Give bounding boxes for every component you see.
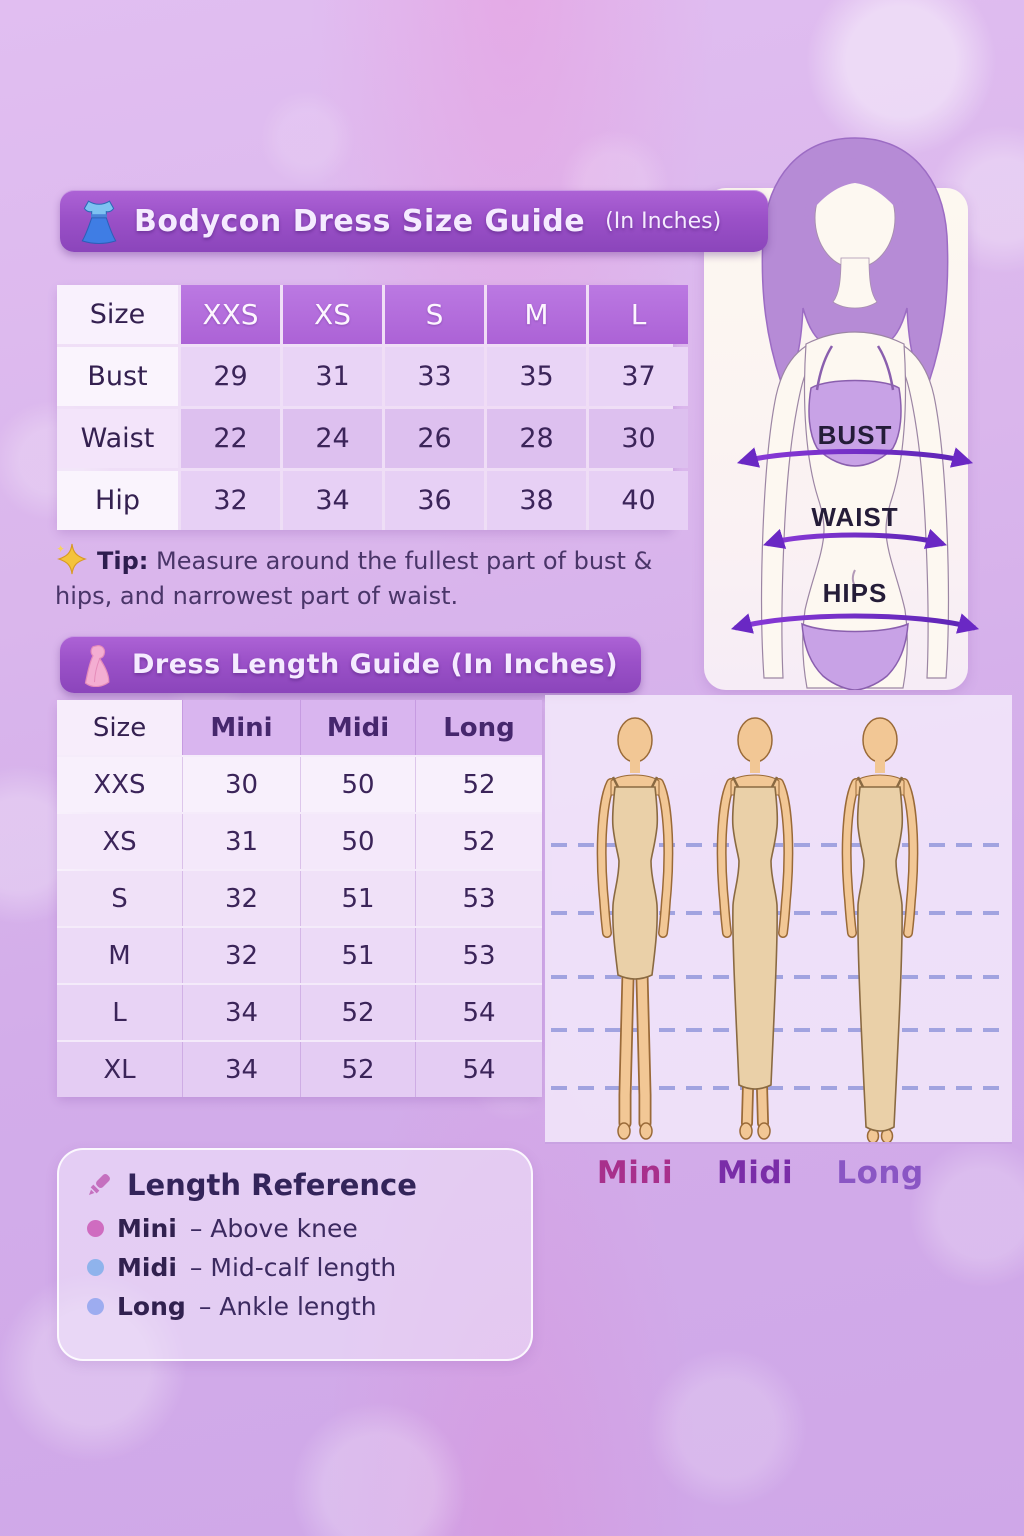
- value-cell: 26: [385, 409, 484, 468]
- value-cell: 22: [181, 409, 280, 468]
- right-arm-shape: [902, 346, 948, 678]
- column-header-cell: Long: [415, 700, 542, 755]
- column-header-cell: XS: [283, 285, 382, 344]
- value-cell: 51: [300, 928, 415, 983]
- value-cell: 34: [283, 471, 382, 530]
- value-cell: 30: [182, 757, 300, 812]
- value-cell: 52: [415, 814, 542, 869]
- row-label-cell: Waist: [57, 409, 178, 468]
- value-cell: 50: [300, 757, 415, 812]
- value-cell: 38: [487, 471, 586, 530]
- size-guide-title: Bodycon Dress Size Guide: [134, 203, 586, 239]
- value-cell: 52: [300, 1042, 415, 1097]
- value-cell: 32: [182, 871, 300, 926]
- length-reference-item: [87, 1292, 507, 1321]
- value-cell: 34: [182, 1042, 300, 1097]
- row-label-cell: XXS: [57, 757, 182, 812]
- value-cell: 31: [283, 347, 382, 406]
- marker-icon: [83, 1169, 115, 1201]
- row-label-cell: M: [57, 928, 182, 983]
- column-header-cell: M: [487, 285, 586, 344]
- value-cell: 34: [182, 985, 300, 1040]
- value-cell: 37: [589, 347, 688, 406]
- length-description: – Ankle length: [198, 1292, 377, 1321]
- value-cell: 52: [300, 985, 415, 1040]
- size-chart-table: [57, 285, 673, 530]
- length-reference-title: Length Reference: [127, 1168, 417, 1202]
- value-cell: 36: [385, 471, 484, 530]
- tip-label: Tip:: [97, 547, 149, 575]
- row-label-cell: Hip: [57, 471, 178, 530]
- value-cell: 31: [182, 814, 300, 869]
- column-header-cell: S: [385, 285, 484, 344]
- row-label-cell: S: [57, 871, 182, 926]
- length-term: Mini: [117, 1214, 177, 1243]
- length-term: Midi: [117, 1253, 177, 1282]
- row-label-cell: L: [57, 985, 182, 1040]
- length-reference-list: [83, 1214, 507, 1321]
- length-guide-title: Dress Length Guide (In Inches): [132, 649, 619, 680]
- value-cell: 52: [415, 757, 542, 812]
- value-cell: 29: [181, 347, 280, 406]
- pink-dress-icon: [78, 643, 118, 687]
- row-label-cell: XS: [57, 814, 182, 869]
- column-header-cell: XXS: [181, 285, 280, 344]
- size-guide-title-suffix: (In Inches): [605, 208, 722, 234]
- length-reference-panel: [57, 1148, 533, 1361]
- long-figure-label: Long: [836, 1155, 924, 1191]
- length-description: – Above knee: [189, 1214, 358, 1243]
- corner-cell: Size: [57, 700, 182, 755]
- bust-label: BUST: [817, 420, 893, 450]
- column-header-cell: L: [589, 285, 688, 344]
- value-cell: 50: [300, 814, 415, 869]
- value-cell: 53: [415, 871, 542, 926]
- column-header-cell: Midi: [300, 700, 415, 755]
- row-label-cell: XL: [57, 1042, 182, 1097]
- value-cell: 28: [487, 409, 586, 468]
- bullet-dot-icon: [87, 1298, 104, 1315]
- length-term: Long: [117, 1292, 186, 1321]
- sparkle-icon: [55, 542, 89, 576]
- value-cell: 53: [415, 928, 542, 983]
- value-cell: 33: [385, 347, 484, 406]
- size-guide-header: [60, 190, 768, 252]
- length-guide-header: [60, 636, 641, 693]
- tip-text: Measure around the fullest part of bust & hips, and narrowest part of waist.: [55, 547, 653, 610]
- hips-label: HIPS: [822, 578, 888, 608]
- row-label-cell: Bust: [57, 347, 178, 406]
- value-cell: 54: [415, 1042, 542, 1097]
- waist-label: WAIST: [811, 502, 899, 532]
- bullet-dot-icon: [87, 1259, 104, 1276]
- dress-length-illustration: [545, 695, 1012, 1145]
- mini-figure-label: Mini: [596, 1155, 674, 1191]
- value-cell: 35: [487, 347, 586, 406]
- blue-dress-icon: [78, 198, 120, 244]
- midi-figure-label: Midi: [716, 1155, 794, 1191]
- value-cell: 54: [415, 985, 542, 1040]
- value-cell: 32: [182, 928, 300, 983]
- length-reference-item: [87, 1253, 507, 1282]
- column-header-cell: Mini: [182, 700, 300, 755]
- value-cell: 32: [181, 471, 280, 530]
- length-description: – Mid-calf length: [189, 1253, 397, 1282]
- value-cell: 51: [300, 871, 415, 926]
- left-arm-shape: [762, 346, 808, 678]
- value-cell: 24: [283, 409, 382, 468]
- length-reference-item: [87, 1214, 507, 1243]
- corner-cell: Size: [57, 285, 178, 344]
- value-cell: 40: [589, 471, 688, 530]
- value-cell: 30: [589, 409, 688, 468]
- bullet-dot-icon: [87, 1220, 104, 1237]
- measurement-tip: [55, 542, 680, 614]
- length-chart-table: [57, 700, 542, 1097]
